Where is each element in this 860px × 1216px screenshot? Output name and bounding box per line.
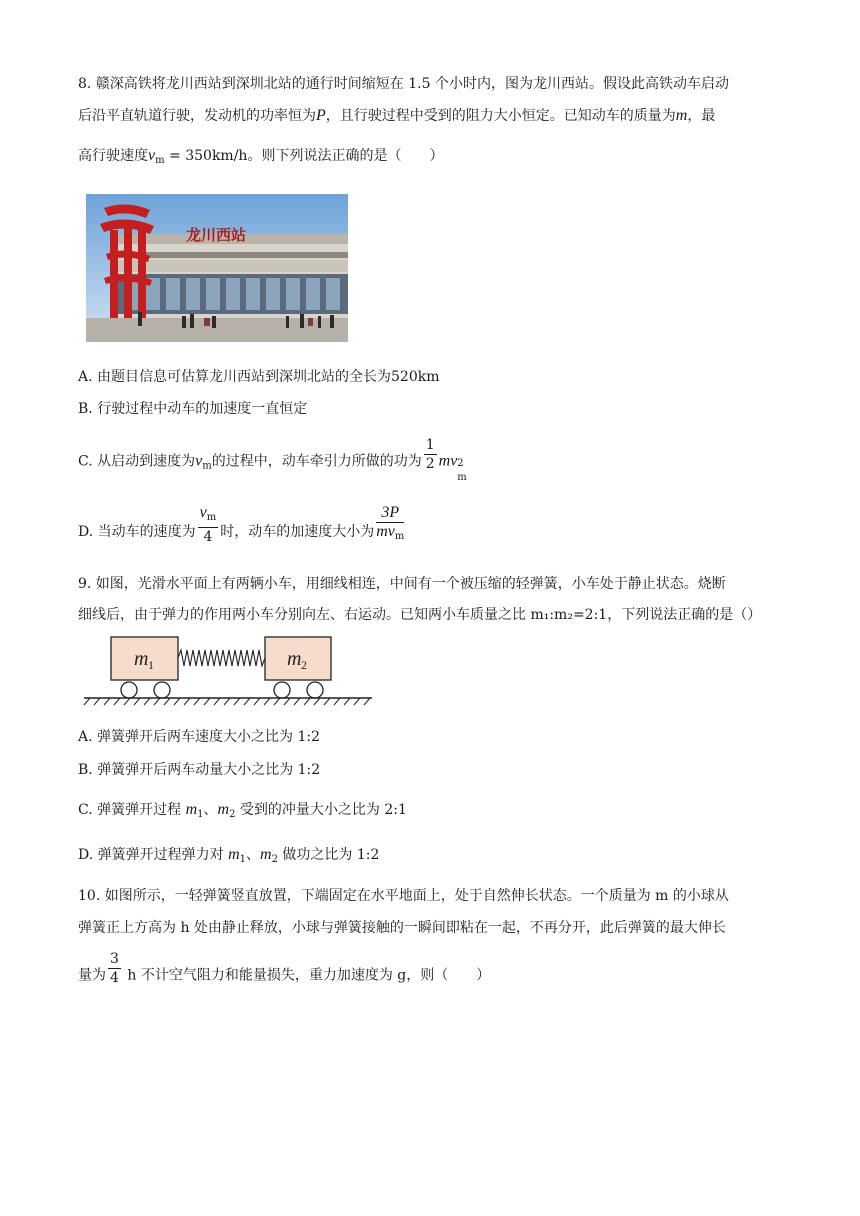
q8-option-c	[78, 437, 467, 483]
frac-den	[376, 523, 404, 546]
var-m: m	[675, 107, 688, 124]
frac-num	[198, 504, 219, 528]
var-v-sub: m	[202, 460, 212, 472]
var-v: v	[195, 452, 203, 470]
q8-line2-text-a: 后沿平直轨道行驶，发动机的功率恒为	[78, 108, 316, 124]
q9-c-text-b: 受到的冲量大小之比为 2:1	[235, 802, 407, 818]
var-m1-sub: 1	[197, 809, 204, 820]
separator: 、	[246, 847, 261, 863]
longchuan-station-photo	[86, 194, 348, 342]
fraction-3P-over-mvm	[376, 504, 404, 546]
var-mv: mv	[438, 452, 458, 470]
frac-num: 1	[425, 437, 435, 453]
var-m1: m	[185, 801, 198, 818]
separator: 、	[203, 802, 218, 818]
q8-c-text-b: 的过程中，动车牵引力所做的功为	[211, 453, 422, 470]
q8-option-a: A. 由题目信息可估算龙川西站到深圳北站的全长为520km	[78, 369, 440, 385]
cart1-label-sub: 1	[148, 658, 154, 672]
q9-option-b: B. 弹簧弹开后两车动量大小之比为 1:2	[78, 762, 321, 778]
var-m1-sub: 1	[239, 854, 247, 865]
q9-d-text-a: D. 弹簧弹开过程弹力对	[78, 847, 229, 863]
superscript-2: 2	[457, 457, 464, 469]
q9-option-a: A. 弹簧弹开后两车速度大小之比为 1:2	[78, 729, 320, 745]
var-m2-sub: 2	[229, 809, 236, 820]
subscript-m: m	[457, 471, 467, 483]
q8-c-text-a: C. 从启动到速度为	[78, 453, 196, 470]
frac-num: 3	[110, 951, 119, 967]
q8-line3-text-a: 高行驶速度	[78, 148, 148, 164]
q9-c-text-a: C. 弹簧弹开过程	[78, 802, 186, 818]
q8-option-d	[78, 504, 406, 546]
var-v: v	[148, 147, 156, 164]
var-v-sub: m	[155, 155, 165, 166]
q8-line3-text-c: 。则下列说法正确的是（ ）	[247, 148, 444, 164]
q8-line2	[78, 106, 715, 126]
var-mv: mv	[376, 523, 395, 540]
q10-line3	[78, 951, 491, 987]
q9-option-c	[78, 800, 407, 825]
q8-line2-text-c: ，最	[687, 108, 716, 124]
frac-den: 4	[203, 529, 213, 545]
two-carts-spring-diagram	[80, 634, 376, 706]
q8-d-text-a: D. 当动车的速度为	[78, 524, 196, 540]
fraction-three-quarters	[108, 950, 121, 987]
cart1-label: m	[134, 648, 149, 670]
var-m2: m	[217, 801, 230, 818]
var-m2: m	[260, 846, 272, 863]
q9-d-text-b: 做功之比为 1:2	[277, 847, 380, 863]
q8-d-text-b: 时，动车的加速度大小为	[220, 524, 375, 540]
q8-line2-text-b: ，且行驶过程中受到的阻力大小恒定。已知动车的质量为	[325, 108, 676, 124]
frac-den: 2	[425, 456, 435, 472]
q9-line1: 9. 如图，光滑水平面上有两辆小车，用细线相连，中间有一个被压缩的轻弹簧，小车处于静止状态。烧断	[78, 576, 726, 592]
var-v: v	[199, 504, 207, 521]
cart2-label: m	[287, 648, 302, 670]
fraction-vm-over-4	[198, 504, 219, 546]
q8-line3	[78, 146, 443, 171]
q9-option-d	[78, 845, 379, 870]
q10-line3-text-b: h 不计空气阻力和能量损失，重力加速度为 g，则（ ）	[122, 967, 491, 984]
cart2-label-sub: 2	[301, 658, 307, 672]
station-sign: 龙川西站	[186, 226, 247, 244]
speed-value: = 350km/h	[164, 148, 248, 164]
q9-line2: 细线后，由于弹力的作用两小车分别向左、右运动。已知两小车质量之比 m₁:m₂=2:1，下列说法正确的是（）	[78, 607, 762, 623]
q8-line1: 8. 赣深高铁将龙川西站到深圳北站的通行时间缩短在 1.5 个小时内，图为龙川西站。假设此高铁动车启动	[78, 76, 729, 92]
var-P: P	[316, 107, 326, 124]
q10-line2: 弹簧正上方高为 h 处由静止释放，小球与弹簧接触的一瞬间即粘在一起，不再分开，此后弹簧的最大伸长	[78, 920, 726, 936]
q10-line3-text-a: 量为	[78, 967, 106, 984]
q8-option-b: B. 行驶过程中动车的加速度一直恒定	[78, 401, 308, 417]
frac-den: 4	[110, 970, 119, 986]
var-v-sub: m	[206, 512, 217, 523]
var-m2-sub: 2	[271, 854, 278, 865]
frac-num: 3P	[376, 504, 404, 523]
var-v-sub: m	[394, 531, 405, 542]
q10-line1: 10. 如图所示，一轻弹簧竖直放置，下端固定在水平地面上，处于自然伸长状态。一个质量为 m 的小球从	[78, 888, 729, 904]
fraction-one-half	[424, 436, 437, 473]
var-m1: m	[228, 846, 240, 863]
